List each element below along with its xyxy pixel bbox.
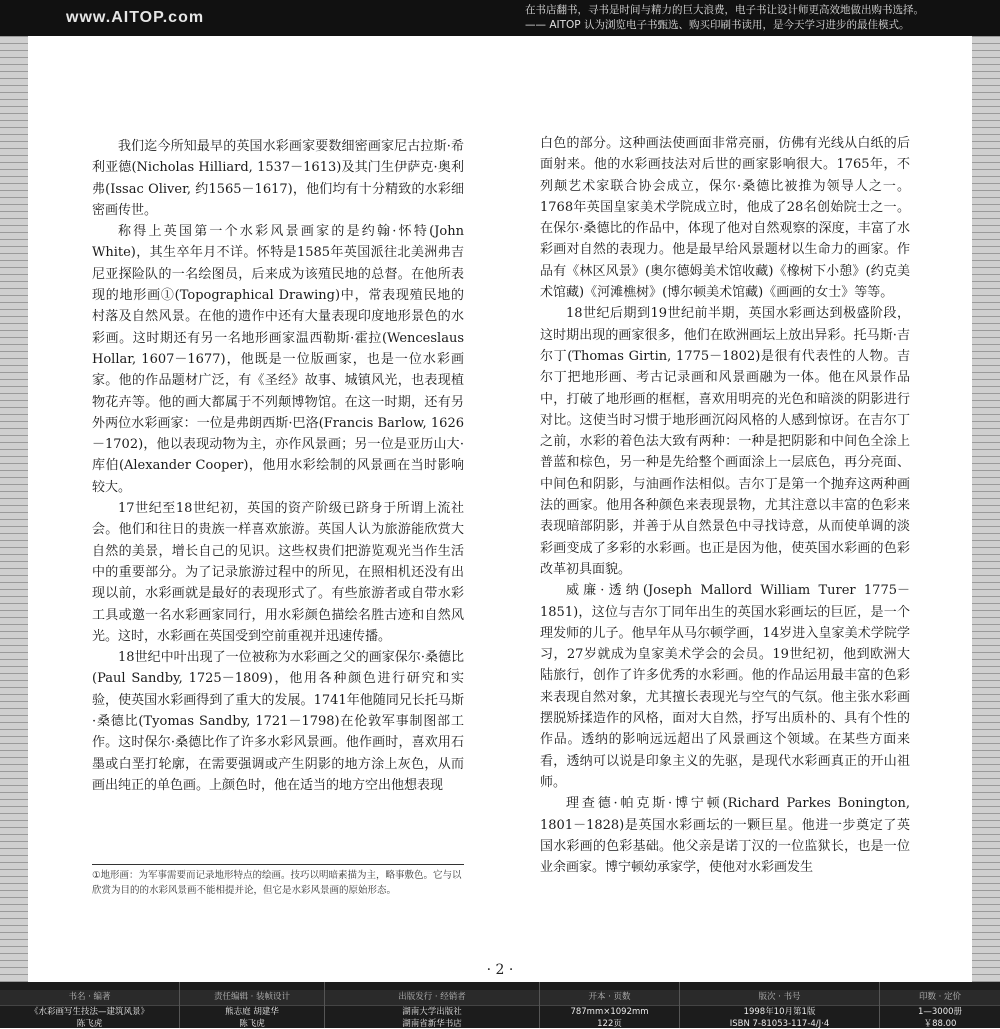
info-header: 开本 · 页数 [540,990,679,1006]
info-cell-editor [180,982,325,1028]
site-logo[interactable]: www.AITOP.com [66,9,204,27]
paragraph: 理查德·帕克斯·博宁顿(Richard Parkes Bonington, 1801－1828)是英国水彩画坛的一颗巨星。他进一步奠定了英国水彩画的色彩基础。他父亲是诺丁汉的一位监狱长，也是一位业余画家。博宁顿幼承家学，使他对水彩画发生 [540,793,910,878]
text-column-left [92,136,464,796]
info-value: ￥88.00 [880,1018,1000,1029]
info-header: 书名 · 编著 [0,990,179,1006]
info-value: 787mm×1092mm [540,1006,679,1018]
paragraph: 称得上英国第一个水彩风景画家的是约翰·怀特(John White)，其生卒年月不详。怀特是1585年英国派往北美洲弗吉尼亚探险队的一名绘图员，后来成为该殖民地的总督。在他所表现的地形画①(Topographical Drawing)中，常表现殖民地的村落及自然风景。在他的遗作中还有大量表现印度地形景色的水彩画。这时期还有另一名地形画家温西勒斯·霍拉(Wenceslaus Hollar, 1607－1677)，他既是一位版画家，也是一位水彩画家。他的作品题材广泛，有《圣经》故事、城镇风光，也表现植物花卉等。他的画大都属于不列颠博物馆。在这一时期，还有另外两位水彩画家：一位是弗朗西斯·巴洛(Francis Barlow, 1626－1702)，他以表现动物为主，亦作风景画；另一位是亚历山大·库伯(Alexander Cooper)，他用水彩绘制的风景画在当时影响较大。 [92,221,464,498]
info-value: ISBN 7-81053-117-4/J·4 [680,1018,879,1029]
book-info-bar [0,982,1000,1028]
paragraph: 18世纪中叶出现了一位被称为水彩画之父的画家保尔·桑德比(Paul Sandby, 1725－1809)，他用各种颜色进行研究和实验，使英国水彩画得到了重大的发展。1741年他随同兄长托马斯·桑德比(Tyomas Sandby, 1721－1798)在伦敦军事制图部工作。这时保尔·桑德比作了许多水彩风景画。他作画时，喜欢用石墨或白垩打轮廓，在需要强调或产生阴影的地方涂上灰色，从而画出纯正的单色画。上颜色时，他在适当的地方空出他想表现 [92,647,464,796]
footnote-divider [92,864,464,865]
info-value: 1998年10月第1版 [680,1006,879,1018]
info-value: 《水彩画写生技法—建筑风景》 [0,1006,179,1018]
info-value: 湖南省新华书店 [325,1018,539,1029]
page-number: · 2 · [28,962,972,978]
info-value: 1—3000册 [880,1006,1000,1018]
book-page [28,36,972,982]
promo-text [525,3,924,33]
page-edge-left [0,36,28,982]
info-cell-price [880,982,1000,1028]
footnote: ①地形画：为军事需要而记录地形特点的绘画。技巧以明暗素描为主，略事敷色。它与以欣赏为目的的水彩风景画不能相提并论，但它是水彩风景画的原始形态。 [92,869,466,898]
info-cell-edition [680,982,880,1028]
info-header: 出版发行 · 经销者 [325,990,539,1006]
promo-line-2: —— AITOP 认为浏览电子书甄选、购买印刷书读用，是今天学习进步的最佳模式。 [525,18,924,33]
paragraph: 18世纪后期到19世纪前半期，英国水彩画达到极盛阶段，这时期出现的画家很多，他们在欧洲画坛上放出异彩。托马斯·吉尔丁(Thomas Girtin, 1775－1802)是很有代表性的人物。吉尔丁把地形画、考古记录画和风景画融为一体。他在风景作品中，打破了地形画的框框，喜欢用明亮的光色和暗淡的阴影进行对比。这使当时习惯于地形画沉闷风格的人感到惊讶。在吉尔丁之前，水彩的着色法大致有两种：一种是把阴影和中间色全涂上普蓝和棕色，另一种是先给整个画面涂上一层底色，再分亮面、中间色和阴影，与油画作法相似。吉尔丁是第一个抛弃这两种画法的画家。他用各种颜色来表现景物，尤其注意以丰富的色彩来表现暗部阴影，并善于从自然景色中寻找诗意，从而使单调的淡彩画变成了多彩的水彩画。也正是因为他，使英国水彩画的色彩改革初具面貌。 [540,303,910,580]
info-cell-publisher [325,982,540,1028]
info-value: 陈飞虎 [180,1018,324,1029]
info-value: 陈飞虎 [0,1018,179,1029]
info-value: 熊志庭 胡建华 [180,1006,324,1018]
paragraph: 我们迄今所知最早的英国水彩画家要数细密画家尼古拉斯·希利亚德(Nicholas Hilliard, 1537－1613)及其门生伊萨克·奥利弗(Issac Oliver, 约1565－1617)，他们均有十分精致的水彩细密画传世。 [92,136,464,221]
info-header: 版次 · 书号 [680,990,879,1006]
paragraph-continued: 白色的部分。这种画法使画面非常亮丽，仿佛有光线从白纸的后面射来。他的水彩画技法对后世的画家影响很大。1765年，不列颠艺术家联合协会成立，保尔·桑德比被推为领导人之一。1768年英国皇家美术学院成立时，他成了28名创始院士之一。在保尔·桑德比的作品中，体现了他对自然观察的深度，丰富了水彩画对自然的表现力。他是最早给风景题材以生命力的画家。作品有《林区风景》(奥尔德姆美术馆收藏)《橡树下小憩》(约克美术馆藏)《河滩樵树》(博尔顿美术馆藏)《画画的女士》等等。 [540,133,910,303]
page-edge-right [972,36,1000,982]
info-cell-title [0,982,180,1028]
info-header: 责任编辑 · 装帧设计 [180,990,324,1006]
info-header: 印数 · 定价 [880,990,1000,1006]
text-column-right [540,133,910,878]
info-value: 湖南大学出版社 [325,1006,539,1018]
info-value: 122页 [540,1018,679,1029]
info-cell-format [540,982,680,1028]
promo-line-1: 在书店翻书，寻书是时间与精力的巨大浪费，电子书让设计师更高效地做出购书选择。 [525,3,924,18]
paragraph: 威廉·透纳(Joseph Mallord William Turer 1775－1851)，这位与吉尔丁同年出生的英国水彩画坛的巨匠，是一个理发师的儿子。他早年从马尔顿学画，14岁进入皇家美术学院学习，27岁就成为皇家美术学会的会员。19世纪初，他到欧洲大陆旅行，创作了许多优秀的水彩画。他的作品运用最丰富的色彩来表现自然对象，尤其擅长表现光与空气的气氛。他主张水彩画摆脱矫揉造作的风格，面对大自然，抒写出质朴的、具有个性的作品。透纳的影响远远超出了风景画这个领域。在某些方面来看，透纳可以说是印象主义的先驱，是现代水彩画真正的开山祖师。 [540,580,910,793]
top-banner [0,0,1000,36]
paragraph: 17世纪至18世纪初，英国的资产阶级已跻身于所谓上流社会。他们和往日的贵族一样喜欢旅游。英国人认为旅游能欣赏大自然的美景，增长自己的见识。这些权贵们把游览观光当作生活中的重要部分。为了记录旅游过程中的所见，在照相机还没有出现以前，水彩画就是最好的表现形式了。有些旅游者或自带水彩工具或邀一名水彩画家同行，用水彩颜色描绘名胜古迹和自然风光。这时，水彩画在英国受到空前重视并迅速传播。 [92,498,464,647]
